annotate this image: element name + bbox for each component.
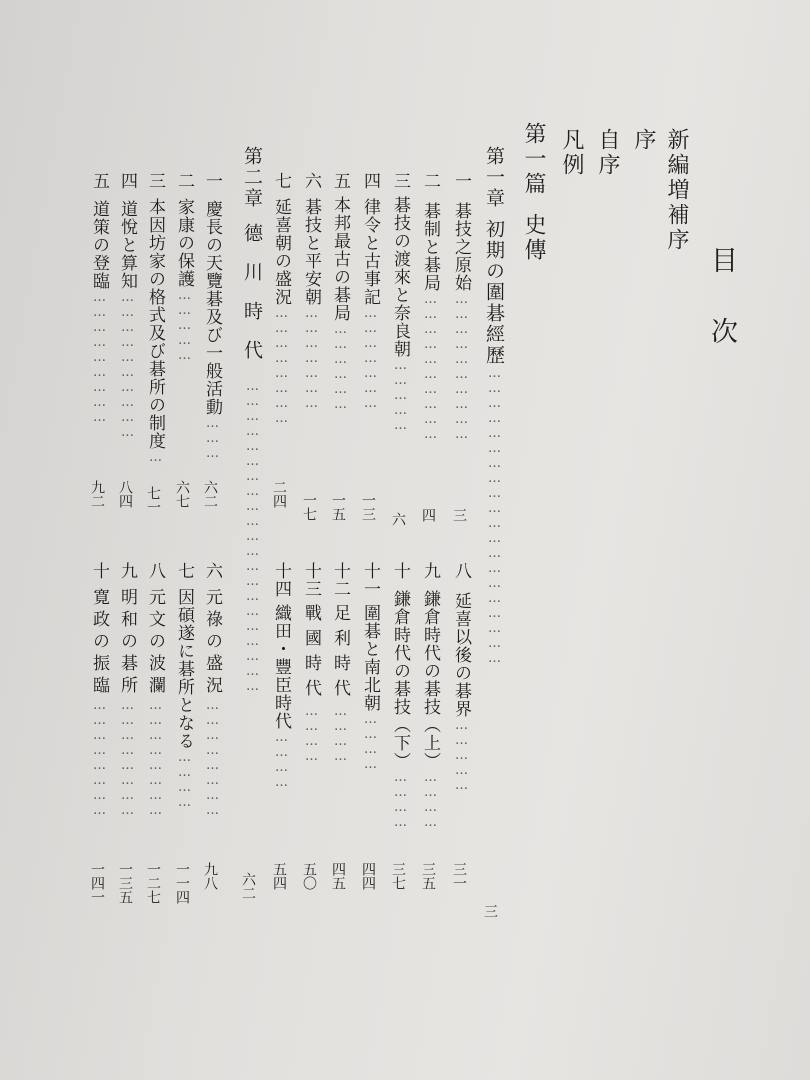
toc-entry[interactable]: 七因碩遂に碁所となる………… — [174, 562, 194, 810]
toc-entry-page: 一四一 — [89, 862, 105, 904]
part-name: 史傳 — [521, 213, 546, 263]
toc-title: 目次 — [706, 246, 737, 388]
toc-entry-page: 四 — [420, 508, 436, 522]
front-item-author-preface[interactable]: 自序 — [595, 128, 620, 178]
toc-entry-page: 四四 — [360, 862, 376, 890]
toc-entry-page: 四五 — [330, 862, 346, 890]
toc-entry[interactable]: 二碁制と碁局………………………… — [420, 172, 440, 442]
toc-entry[interactable]: 十二足利時代………… — [330, 562, 350, 764]
toc-entry[interactable]: 七延喜朝の盛況…………………… — [271, 172, 291, 426]
toc-entry[interactable]: 九鎌倉時代の碁技（上）………… — [420, 562, 440, 830]
front-item-preface-new[interactable]: 新編増補序 — [664, 128, 689, 253]
toc-entry[interactable]: 九明和の碁所…………………… — [117, 562, 137, 818]
toc-entry[interactable]: 二家康の保護…………… — [174, 172, 194, 363]
chapter-label: 第二章 — [241, 146, 263, 209]
toc-entry[interactable]: 十鎌倉時代の碁技（下）………… — [390, 562, 410, 830]
chapter-heading[interactable]: 第一章初期の圍碁經歷…………………………………………………… — [483, 146, 505, 666]
part-heading — [522, 122, 544, 263]
toc-entry[interactable]: 四律令と古事記………………… — [360, 172, 380, 411]
toc-entry-page: 三一 — [451, 862, 467, 890]
toc-entry-page: 一五 — [330, 493, 346, 521]
toc-entry-page: 三五 — [420, 862, 436, 890]
chapter-heading[interactable]: 第二章德川時代……………………………………………………… — [241, 146, 263, 694]
toc-entry[interactable]: 一慶長の天覽碁及び一般活動……… — [202, 172, 222, 461]
toc-entry-page: 六七 — [174, 480, 190, 508]
toc-entry[interactable]: 五道策の登臨……………………… — [89, 172, 109, 425]
toc-entry[interactable]: 八延喜以後の碁界…………… — [451, 562, 471, 793]
toc-entry-page: 六 — [390, 512, 406, 526]
toc-entry-page: 三 — [451, 508, 467, 522]
toc-entry[interactable]: 十四織田・豐臣時代………… — [271, 562, 291, 790]
toc-entry-page: 二四 — [271, 480, 287, 508]
toc-entry-page: 一三五 — [117, 862, 133, 904]
chapter-name: 初期の圍碁經歷 — [483, 219, 505, 366]
toc-entry[interactable]: 三碁技の渡來と奈良朝…………… — [390, 172, 410, 433]
toc-entry[interactable]: 三本因坊家の格式及び碁所の制度… — [145, 172, 165, 465]
toc-entry-page: 七一 — [145, 486, 161, 514]
toc-entry-page: 一二七 — [145, 862, 161, 904]
toc-entry[interactable]: 四道悅と算知………………………… — [117, 172, 137, 440]
toc-entry[interactable]: 六碁技と平安朝………………… — [301, 172, 321, 411]
toc-entry-page: 三七 — [390, 862, 406, 890]
chapter-name: 德川時代 — [241, 223, 263, 379]
chapter-page: 三 — [482, 904, 498, 918]
front-item-preface[interactable]: 序 — [631, 128, 656, 153]
front-item-notes[interactable]: 凡例 — [559, 128, 584, 178]
toc-entry-page: 一一四 — [174, 862, 190, 904]
toc-entry[interactable]: 六元祿の盛況…………………… — [202, 562, 222, 818]
part-label: 第一篇 — [521, 122, 546, 197]
chapter-label: 第一章 — [483, 146, 505, 209]
toc-entry[interactable]: 五本邦最古の碁局……………… — [330, 172, 350, 412]
toc-entry[interactable]: 八元文の波瀾…………………… — [145, 562, 165, 818]
toc-entry-page: 一三 — [360, 493, 376, 521]
toc-entry[interactable]: 一碁技之原始………………………… — [451, 172, 471, 442]
toc-entry-page: 五〇 — [301, 862, 317, 890]
toc-entry-page: 六二 — [202, 480, 218, 508]
toc-entry[interactable]: 十寛政の振臨…………………… — [89, 562, 109, 818]
toc-entry[interactable]: 十一圍碁と南北朝………… — [360, 562, 380, 772]
chapter-page: 六二 — [240, 872, 256, 900]
toc-entry-page: 九八 — [202, 862, 218, 890]
toc-entry-page: 五四 — [271, 862, 287, 890]
toc-entry-page: 一七 — [301, 493, 317, 521]
toc-entry[interactable]: 十三戰國時代………… — [301, 562, 321, 764]
toc-entry-page: 八四 — [117, 480, 133, 508]
toc-entry-page: 九二 — [89, 480, 105, 508]
